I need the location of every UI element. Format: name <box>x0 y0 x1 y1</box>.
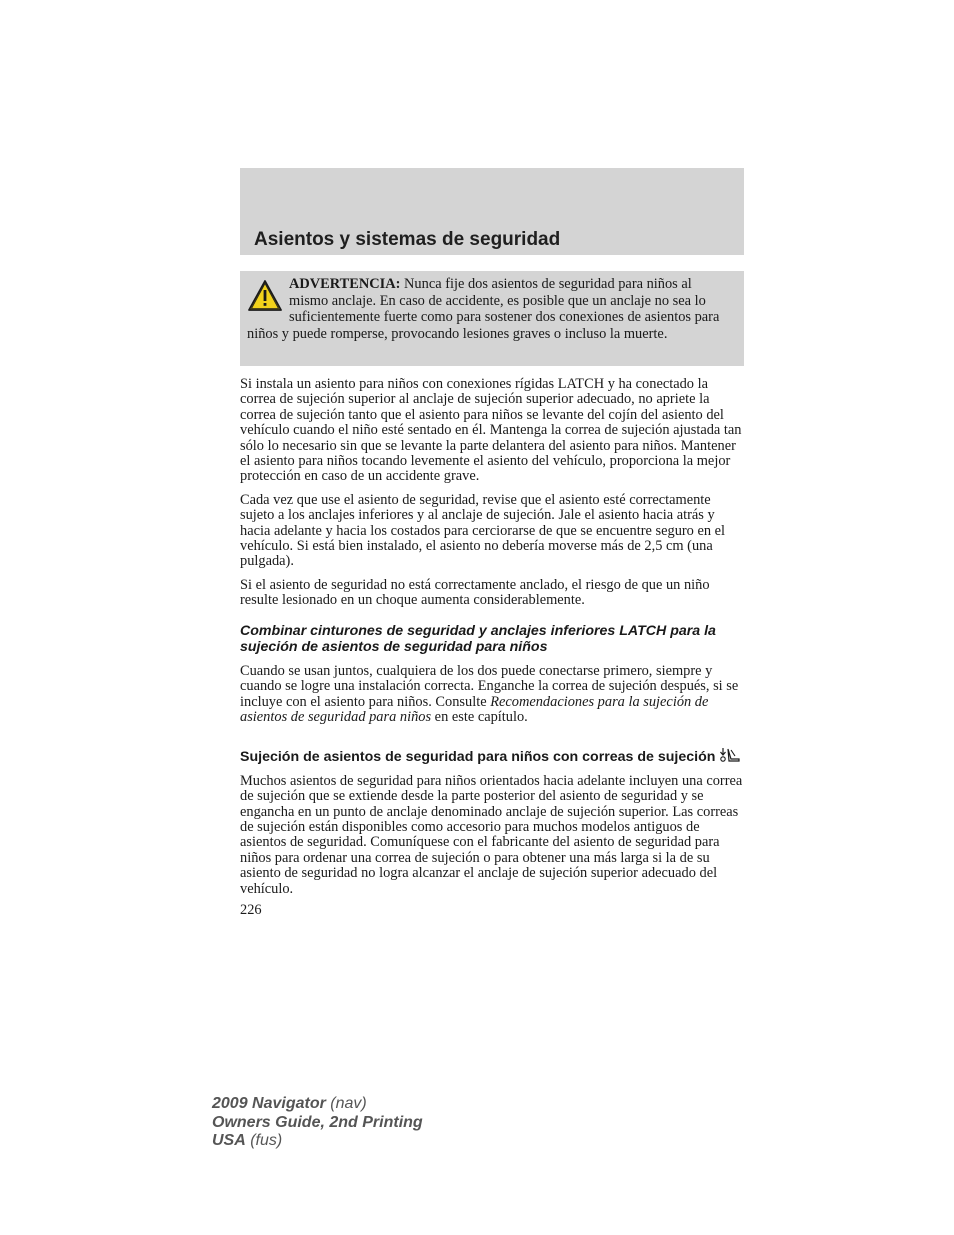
section-header-band <box>240 168 744 255</box>
paragraph-check-seat: Cada vez que use el asiento de seguridad, revise que el asiento esté correctamente sujeto a los anclajes inferiores y al anclaje de sujeción. Jale el asiento hacia atrás y hacia adelante y hacia los costados para cerciorarse de que se encuentre seguro en el vehículo. Si está bien instalado, el asiento no debería moverse más de 2,5 cm (una pulgada). <box>240 491 726 570</box>
cross-reference: Recomendaciones para la sujeción de asientos de seguridad para niños <box>240 693 709 725</box>
footer-line-model <box>212 1095 423 1114</box>
section-title: Asientos y sistemas de seguridad <box>254 229 561 250</box>
subheading-combine-belts-latch: Combinar cinturones de seguridad y anclajes inferiores LATCH para la sujeción de asientos de seguridad para niños <box>240 622 716 656</box>
footer-line-region <box>212 1132 423 1151</box>
paragraph-injury-risk: Si el asiento de seguridad no está correctamente anclado, el riesgo de que un niño resulte lesionado en un choque aumenta considerablemente. <box>240 576 710 609</box>
paragraph-combined-use-text: Cuando se usan juntos, cualquiera de los dos puede conectarse primero, siempre y cuando se logre una instalación correcta. Enganche la correa de sujeción después, si se incluye con el asiento para niños. Consulte <box>240 662 739 710</box>
footer-edition: Owners Guide, 2nd Printing <box>212 1113 423 1131</box>
warning-text <box>247 276 730 342</box>
warning-body: Nunca fije dos asientos de seguridad para niños al mismo anclaje. En caso de accidente, es posible que un anclaje no sea lo suficientemente fuerte como para sostener dos conexiones de asientos para niños y puede romperse, provocando lesiones graves o incluso la muerte. <box>247 276 720 342</box>
subheading-tether-straps <box>240 747 746 766</box>
footer-region: USA <box>212 1132 246 1149</box>
paragraph-combined-use <box>240 664 746 726</box>
footer-model: 2009 Navigator <box>212 1095 326 1112</box>
footer <box>212 1095 423 1151</box>
subheading-tether-text: Sujeción de asientos de seguridad para niños con correas de sujeción <box>240 749 716 766</box>
footer-line-edition <box>212 1114 423 1133</box>
paragraph-latch-tether: Si instala un asiento para niños con conexiones rígidas LATCH y ha conectado la correa de sujeción superior al anclaje de sujeción superior adecuado, no apriete la correa de sujeción tanto que el asiento para niños se levante del cojín del asiento del vehículo cuando el niño esté sentado en él. Mantenga la correa de sujeción ajustada tan sólo lo necesario sin que se levante la parte delantera del asiento para niños. Mantener el asiento para niños tocando levemente el asiento del vehículo, proporciona la mejor protección en caso de un accidente grave. <box>240 376 742 485</box>
warning-box <box>240 271 744 366</box>
footer-model-code: (nav) <box>325 1095 367 1112</box>
warning-label: ADVERTENCIA: <box>289 276 401 292</box>
footer-region-code: (fus) <box>245 1132 283 1149</box>
paragraph-tether-description: Muchos asientos de seguridad para niños orientados hacia adelante incluyen una correa de sujeción que se extiende desde la parte posterior del asiento de seguridad y se engancha en un punto de anclaje denominado anclaje de sujeción superior. Las correas de sujeción están disponibles como accesorio para muchos modelos antiguos de asientos de seguridad. Comuníquese con el fabricante del asiento de seguridad para niños para ordenar una correa de sujeción o para obtener una más larga si la de su asiento de seguridad no logra alcanzar el anclaje de sujeción superior adecuado del vehículo. <box>240 772 743 897</box>
main-content <box>240 377 746 918</box>
warning-triangle-icon <box>247 279 283 313</box>
tether-anchor-icon <box>719 747 741 763</box>
page-number: 226 <box>240 902 262 919</box>
paragraph-combined-use-end: en este capítulo. <box>431 708 528 725</box>
